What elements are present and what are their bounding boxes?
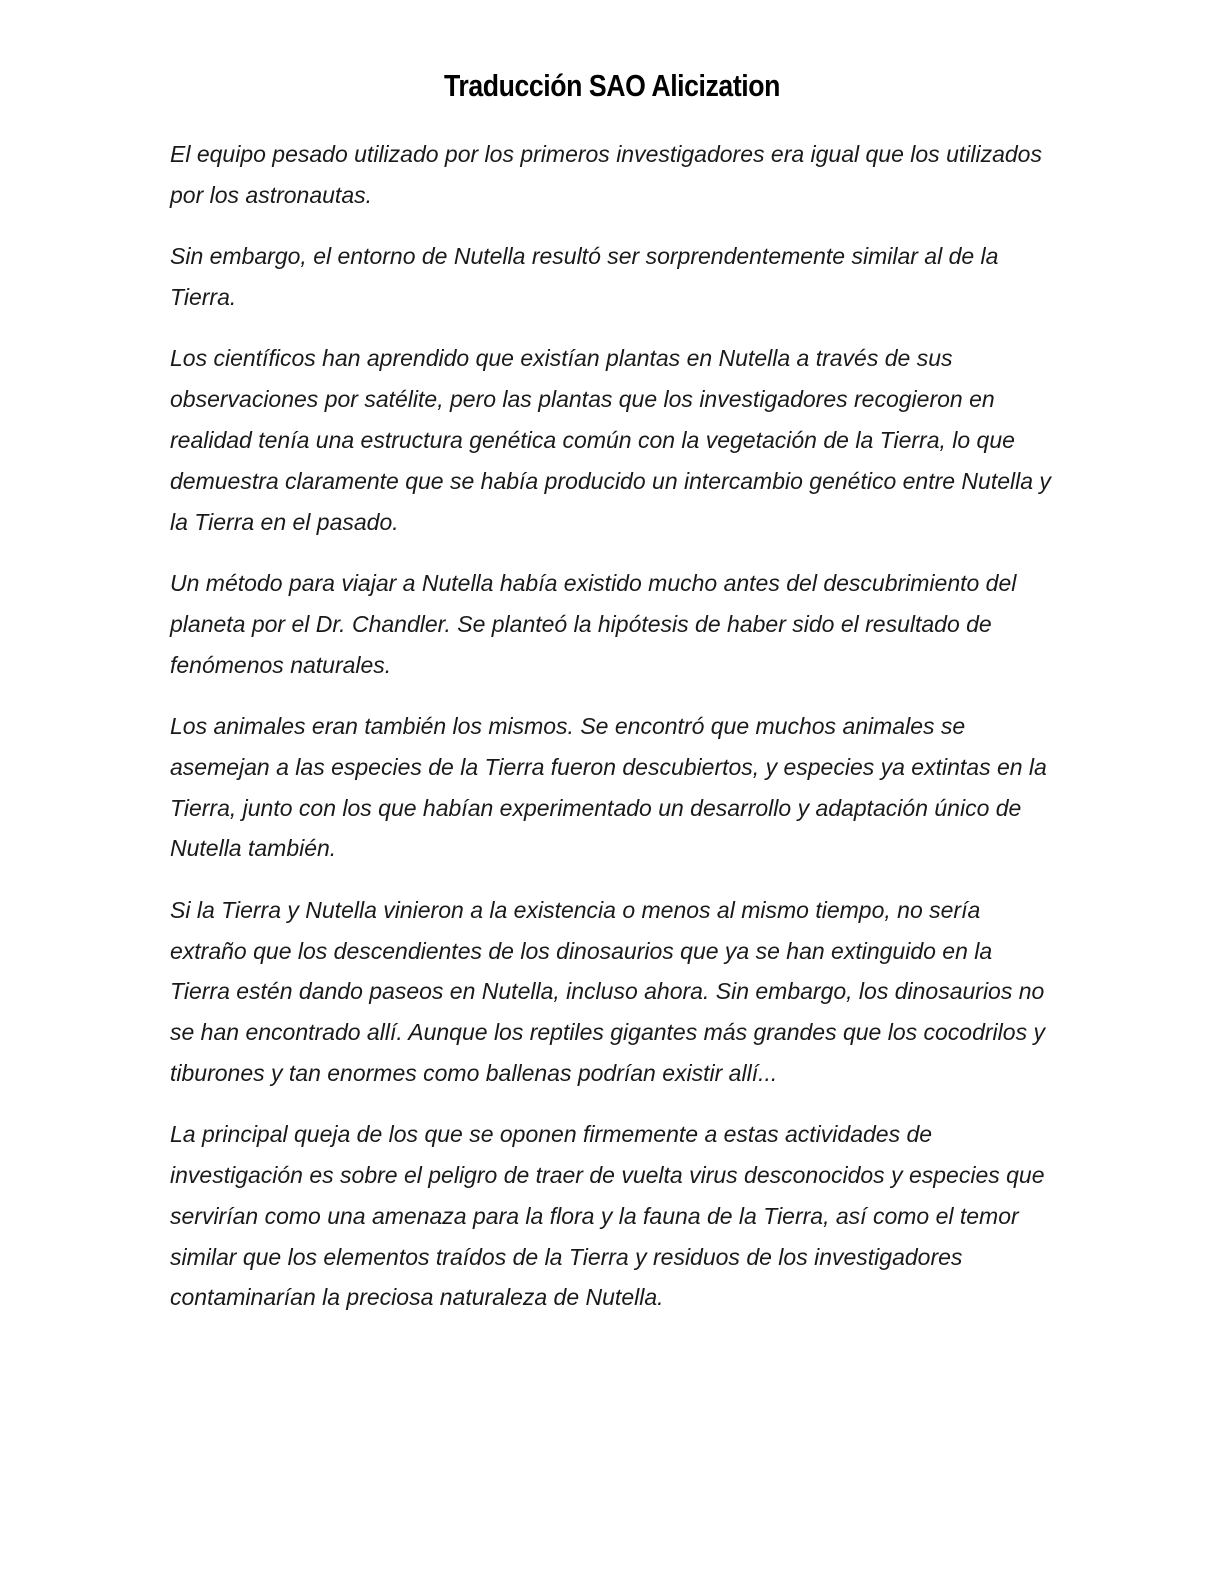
document-title: Traducción SAO Alicization	[444, 68, 780, 103]
paragraph-3: Los científicos han aprendido que existían plantas en Nutella a través de sus observaciones por satélite, pero las plantas que los investigadores recogieron en realidad tenía una estructura genética común con la vegetación de la Tierra, lo que demuestra claramente que se había producido un intercambio genético entre Nutella y la Tierra en el pasado.	[170, 345, 1051, 535]
paragraph-5: Los animales eran también los mismos. Se encontró que muchos animales se asemejan a las especies de la Tierra fueron descubiertos, y especies ya extintas en la Tierra, junto con los que habían experimentado un desarrollo y adaptación único de Nutella también.	[170, 712, 1047, 862]
paragraph-1: El equipo pesado utilizado por los primeros investigadores era igual que los utilizados por los astronautas.	[170, 141, 1042, 208]
paragraph-7: La principal queja de los que se oponen firmemente a estas actividades de investigación es sobre el peligro de traer de vuelta virus desconocidos y especies que servirían como una amenaza para la flora y la fauna de la Tierra, así como el temor similar que los elementos traídos de la Tierra y residuos de los investigadores contaminarían la preciosa naturaleza de Nutella.	[170, 1121, 1045, 1311]
paragraph-2: Sin embargo, el entorno de Nutella resultó ser sorprendentemente similar al de la Tierra.	[170, 243, 999, 310]
paragraph-6: Si la Tierra y Nutella vinieron a la existencia o menos al mismo tiempo, no sería extraño que los descendientes de los dinosaurios que ya se han extinguido en la Tierra estén dando paseos en Nutella, incluso ahora. Sin embargo, los dinosaurios no se han encontrado allí. Aunque los reptiles gigantes más grandes que los cocodrilos y tiburones y tan enormes como ballenas podrían existir allí...	[170, 896, 1045, 1086]
document-body	[170, 134, 1058, 1339]
paragraph-4: Un método para viajar a Nutella había existido mucho antes del descubrimiento del planeta por el Dr. Chandler. Se planteó la hipótesis de haber sido el resultado de fenómenos naturales.	[170, 569, 1017, 678]
